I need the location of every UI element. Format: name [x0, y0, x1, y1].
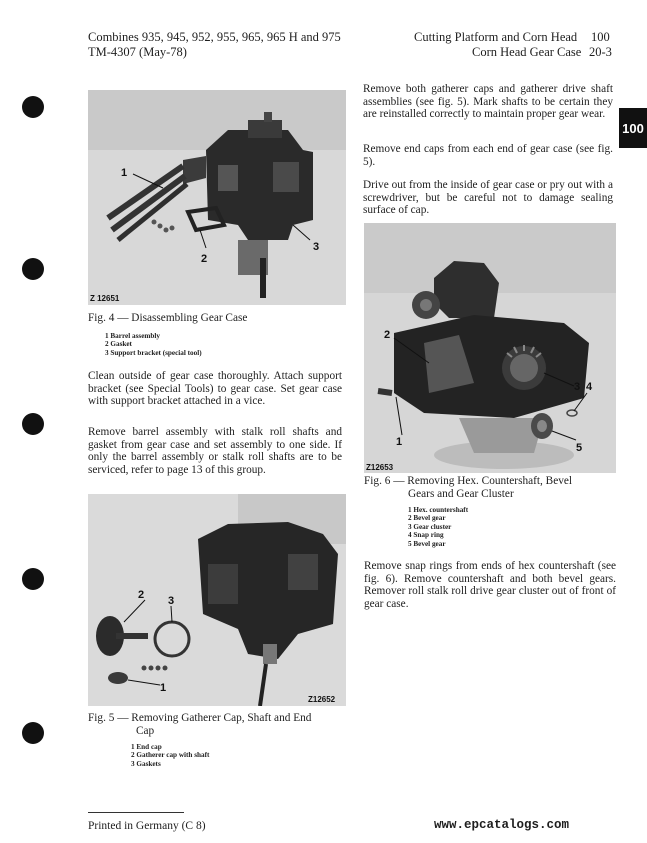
paragraph-remove-barrel: Remove barrel assembly with stalk roll shafts and gasket from gear case and set assembly to one side. If only the barrel assembly or stalk roll shafts are to be serviced, refer to page 13 of this group. — [88, 426, 342, 476]
fig5-callout-1: 1 — [160, 682, 167, 694]
fig5-legend — [131, 743, 209, 768]
paragraph-drive-out: Drive out from the inside of gear case or pry out with a screwdriver, but be careful not to damage sealing surface of cap. — [363, 179, 613, 217]
fig5-caption-line1: Fig. 5 — Removing Gatherer Cap, Shaft and End — [88, 712, 312, 724]
fig6-callout-2: 2 — [384, 329, 391, 341]
fig6-legend-item: 4 Snap ring — [408, 531, 444, 540]
footer-rule — [88, 812, 184, 813]
fig4-callout-3: 3 — [313, 241, 320, 253]
binder-hole — [22, 258, 44, 280]
paragraph-remove-gatherer-caps: Remove both gatherer caps and gatherer drive shaft assemblies (see fig. 5). Mark shafts to be certain they are reinstalled correctly to maintain proper gear wear. — [363, 83, 613, 121]
fig4-legend — [105, 332, 202, 357]
header-subsection-title: Corn Head Gear Case — [472, 45, 582, 59]
footer-url: www.epcatalogs.com — [434, 818, 570, 832]
header-section-title: Cutting Platform and Corn Head — [414, 30, 578, 44]
fig6-caption-line1: Fig. 6 — Removing Hex. Countershaft, Bevel — [364, 475, 573, 487]
fig6-legend — [408, 506, 468, 548]
fig6-legend-item: 5 Bevel gear — [408, 539, 446, 548]
fig6-legend-item: 1 Hex. countershaft — [408, 506, 469, 514]
fig4-caption: Fig. 4 — Disassembling Gear Case — [88, 312, 248, 324]
fig5-legend-item: 1 End cap — [131, 743, 162, 751]
fig4-legend-item: 3 Support bracket (special tool) — [105, 348, 202, 357]
paragraph-remove-end-caps: Remove end caps from each end of gear case (see fig. 5). — [363, 143, 613, 168]
fig4-callout-2: 2 — [201, 253, 208, 265]
fig6-caption-line2: Gears and Gear Cluster — [408, 488, 514, 500]
fig6-photo — [364, 223, 616, 473]
section-tab: 100 — [619, 108, 647, 148]
fig5-photo — [88, 494, 346, 706]
fig6-callout-1: 1 — [396, 436, 403, 448]
fig5-legend-item: 2 Gatherer cap with shaft — [131, 751, 210, 760]
footer-printed: Printed in Germany (C 8) — [88, 820, 206, 832]
fig4-photo — [88, 90, 346, 305]
header-model-line: Combines 935, 945, 952, 955, 965, 965 H and 975 — [88, 30, 341, 44]
fig5-caption — [88, 712, 350, 738]
header-page-number: 100 — [591, 30, 610, 44]
binder-hole — [22, 722, 44, 744]
fig4-callout-1: 1 — [121, 167, 128, 179]
fig4-legend-item: 1 Barrel assembly — [105, 332, 160, 340]
fig5-callout-3: 3 — [168, 595, 175, 607]
fig6-callout-3: 3 — [574, 381, 581, 393]
fig5-legend-item: 3 Gaskets — [131, 759, 161, 768]
paragraph-clean-gear-case: Clean outside of gear case thoroughly. Attach support bracket (see Special Tools) to gear case. Set gear case with support bracket attached in a vice. — [88, 370, 342, 408]
header-manual-id: TM-4307 (May-78) — [88, 45, 187, 59]
fig5-caption-line2: Cap — [136, 725, 155, 737]
fig4-legend-item: 2 Gasket — [105, 340, 132, 349]
header-page-ref: 20-3 — [589, 45, 612, 59]
fig5-callout-2: 2 — [138, 589, 145, 601]
fig6-photo-id: Z12653 — [366, 463, 394, 472]
fig5-photo-id: Z12652 — [308, 695, 336, 704]
fig6-legend-item: 3 Gear cluster — [408, 522, 452, 531]
fig6-legend-item: 2 Bevel gear — [408, 514, 446, 523]
paragraph-remove-snap-rings: Remove snap rings from ends of hex countershaft (see fig. 6). Remove countershaft and both bevel gears. Remover roll stalk roll drive gear cluster out of front of gear case. — [364, 560, 616, 610]
fig6-caption — [364, 475, 620, 501]
binder-hole — [22, 96, 44, 118]
binder-hole — [22, 413, 44, 435]
fig6-callout-5: 5 — [576, 442, 583, 454]
binder-hole — [22, 568, 44, 590]
fig4-photo-id: Z 12651 — [90, 294, 120, 303]
fig6-callout-4: 4 — [586, 381, 593, 393]
